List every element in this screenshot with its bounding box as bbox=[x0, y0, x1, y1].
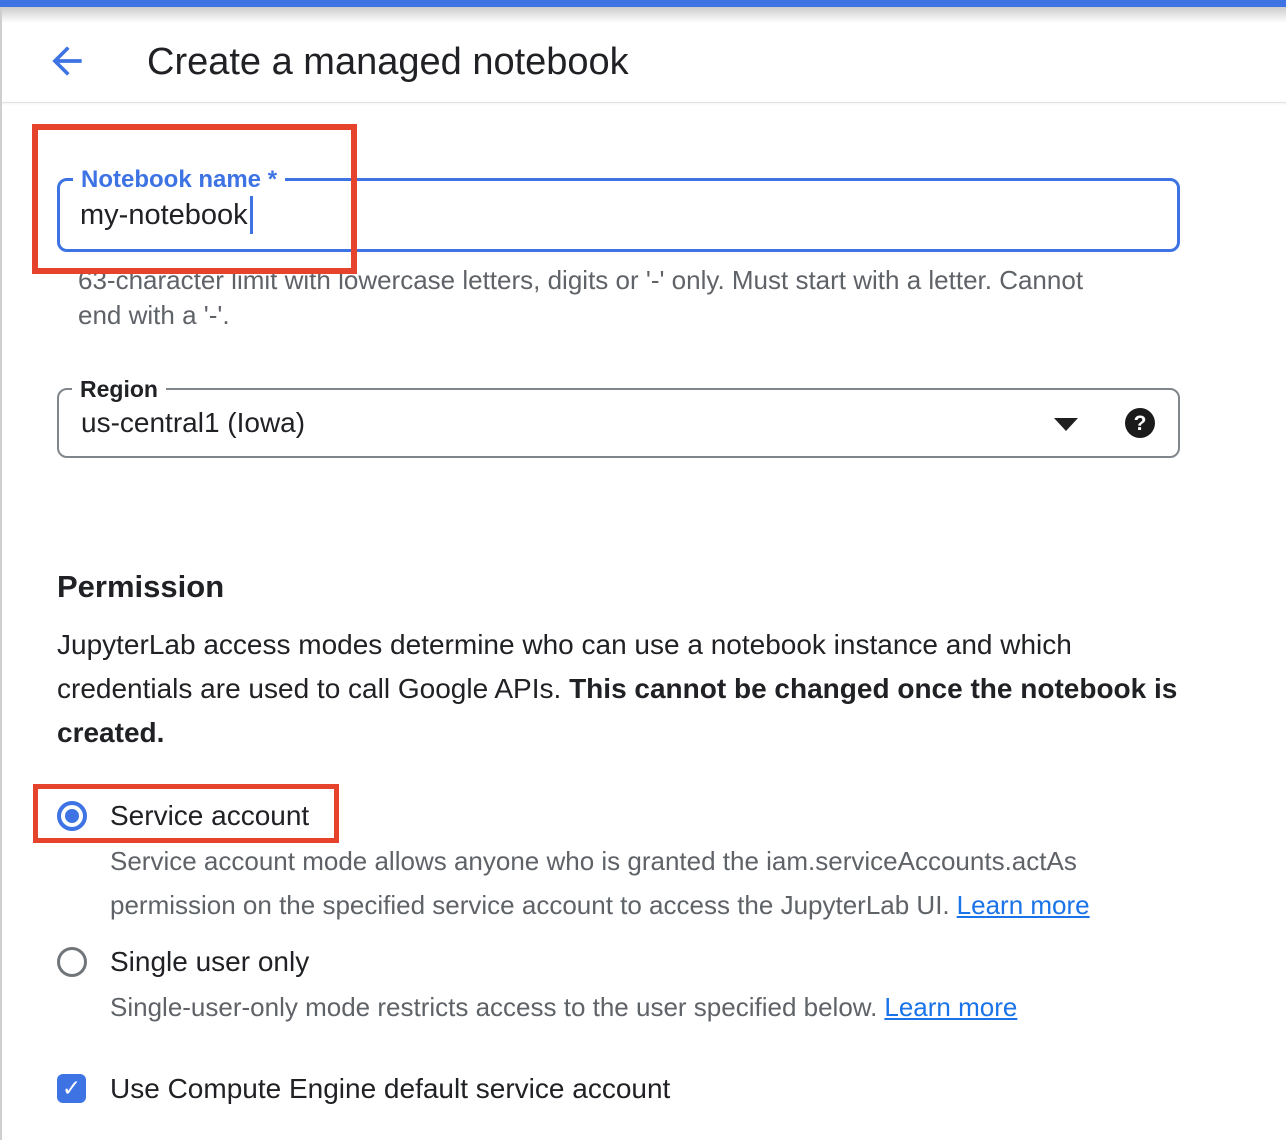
compute-engine-default-checkbox-label[interactable]: Use Compute Engine default service account bbox=[110, 1072, 671, 1104]
single-user-only-description: Single-user-only mode restricts access to the user specified below. Learn more bbox=[110, 992, 1018, 1022]
service-account-learn-more-link[interactable]: Learn more bbox=[956, 890, 1090, 920]
compute-engine-default-checkbox[interactable] bbox=[57, 1074, 86, 1103]
top-accent-bar bbox=[0, 0, 1286, 7]
checkmark-icon: ✓ bbox=[61, 1075, 82, 1101]
single-user-only-learn-more-link[interactable]: Learn more bbox=[884, 992, 1018, 1022]
single-user-only-radio[interactable] bbox=[57, 947, 87, 977]
page-title: Create a managed notebook bbox=[147, 41, 629, 83]
help-icon: ? bbox=[1133, 411, 1147, 435]
notebook-name-input[interactable]: my-notebook bbox=[80, 198, 248, 231]
permission-description-bold: This cannot be changed once the notebook is created. bbox=[57, 673, 1178, 748]
permission-heading: Permission bbox=[57, 569, 225, 604]
notebook-name-field[interactable] bbox=[57, 166, 1180, 252]
region-selected-value: us-central1 (Iowa) bbox=[81, 407, 306, 438]
notebook-name-label: Notebook name * bbox=[73, 166, 285, 193]
permission-description-regular: JupyterLab access modes determine who can use a notebook instance and which credentials are used to call Google APIs. bbox=[57, 629, 1072, 704]
service-account-description: Service account mode allows anyone who is granted the iam.serviceAccounts.actAs permission on the specified service account to access the JupyterLab UI. Learn more bbox=[110, 846, 1090, 920]
region-help-button[interactable] bbox=[1125, 408, 1155, 438]
back-button[interactable] bbox=[44, 39, 90, 83]
arrow-back-icon bbox=[45, 39, 89, 83]
service-account-radio[interactable] bbox=[57, 801, 87, 831]
notebook-name-helper-text: 63-character limit with lowercase letters, digits or '-' only. Must start with a letter. Cannot end with a '-'. bbox=[78, 265, 1084, 330]
region-select[interactable] bbox=[57, 376, 1180, 458]
text-cursor bbox=[250, 196, 253, 234]
page-header bbox=[0, 7, 1286, 103]
region-label: Region bbox=[72, 377, 166, 402]
panel-left-edge bbox=[0, 7, 2, 1140]
radio-checked-icon bbox=[65, 809, 79, 823]
dropdown-arrow-icon bbox=[1054, 418, 1078, 431]
single-user-only-radio-label[interactable]: Single user only bbox=[110, 946, 310, 977]
service-account-radio-label[interactable]: Service account bbox=[110, 800, 310, 831]
permission-description bbox=[57, 623, 1192, 755]
